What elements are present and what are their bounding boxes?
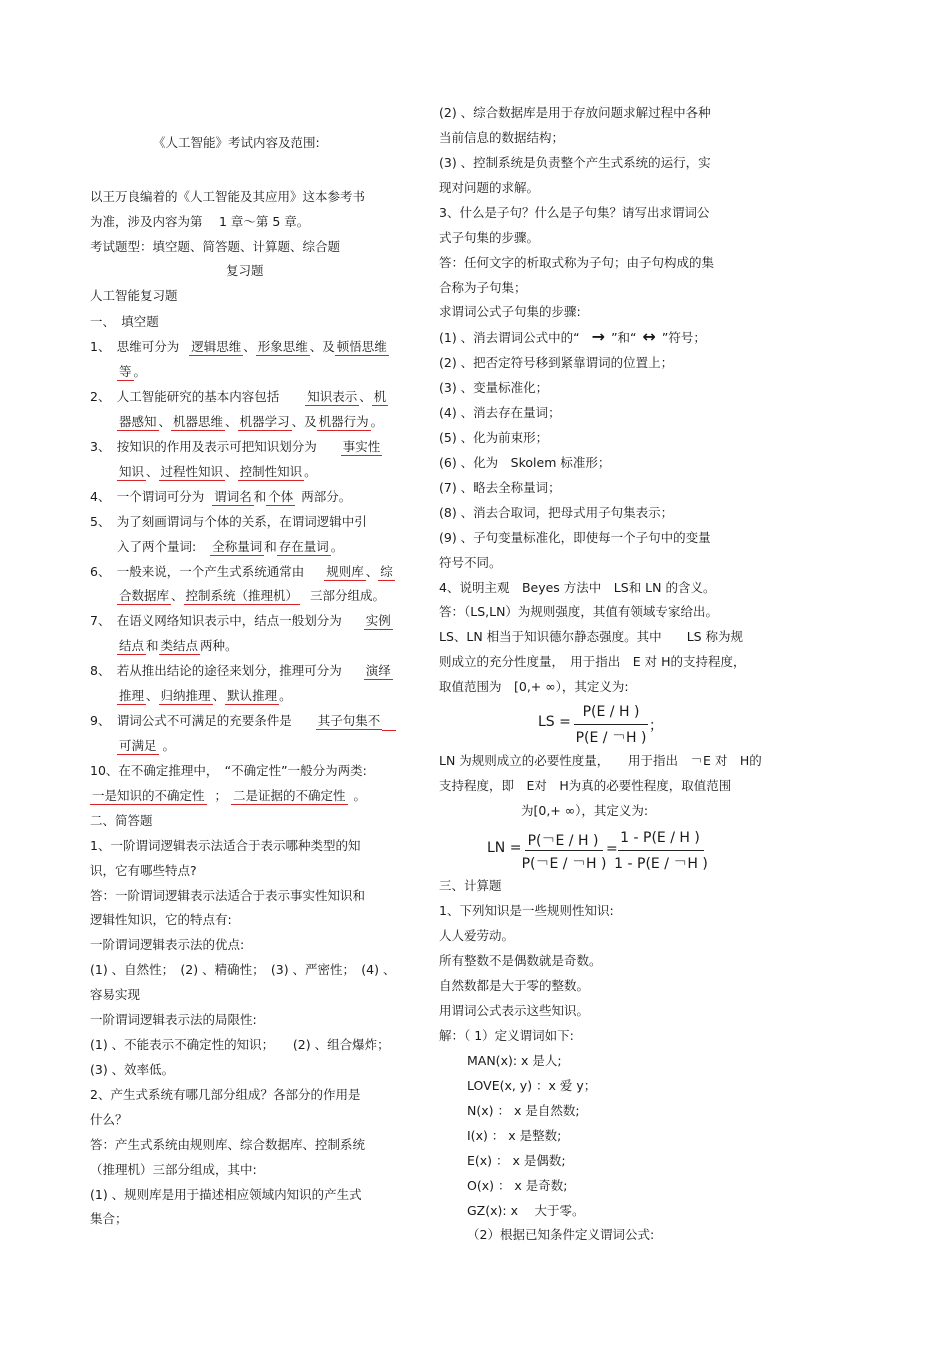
fill-q4-text: 4、 一个谓词可分为 xyxy=(90,489,205,504)
brief-q2-line1: 2、产生式系统有哪几部分组成？各部分的作用是 xyxy=(90,1087,361,1102)
fill-q8-end: 。 xyxy=(279,688,292,703)
brief-a4-line7: 为[0,+ ∞），其定义为: xyxy=(521,803,649,818)
fill-q1-blank-3-tail: 等 xyxy=(119,364,132,379)
fill-q3-line2 xyxy=(117,464,317,480)
fill-q3-blank-1-tail: 知识 xyxy=(119,464,145,479)
fill-q6-sep-2: 、 xyxy=(171,588,184,603)
fill-q7-blank-1-tail: 结点 xyxy=(119,638,145,653)
brief-q3-line1: 3、什么是子句？什么是子句集？请写出求谓词公 xyxy=(439,205,710,220)
brief-a4-line5: LN 为规则成立的必要性度量， 用于指出 ￢E 对 H的 xyxy=(439,753,762,768)
ls-formula-denominator: P(E / ￢H ) xyxy=(575,730,647,746)
fill-q3-blank-1: 事实性 xyxy=(342,439,381,454)
brief-q3-line2: 式子句集的步骤。 xyxy=(439,230,540,245)
fill-q7-line1 xyxy=(90,613,393,629)
brief-a2-line1: 答：产生式系统由规则库、综合数据库、控制系统 xyxy=(90,1137,366,1152)
step-5: (5) 、化为前束形； xyxy=(439,430,549,445)
predicate-def-4: I(x) ： x 是整数; xyxy=(467,1128,562,1143)
brief-a3-line1: 答：任何文字的析取式称为子句；由子句构成的集 xyxy=(439,255,715,270)
brief-a1-lim-line2: (3) 、效率低。 xyxy=(90,1062,175,1077)
fill-q10-blank-1: 一是知识的不确定性 xyxy=(92,788,205,803)
fill-q3-text: 3、 按知识的作用及表示可把知识划分为 xyxy=(90,439,317,454)
fill-q5-text: 入了两个量词: xyxy=(117,539,197,554)
step-6: (6) 、化为 Skolem 标准形； xyxy=(439,455,611,470)
ln-formula-denominator-2: 1 - P(E / ￢H ) xyxy=(614,856,708,872)
right-line-2: 当前信息的数据结构； xyxy=(439,130,565,145)
fill-q2-blank-1: 知识表示 xyxy=(307,389,358,404)
fill-q9-end: 。 xyxy=(162,738,176,753)
fill-q6-text: 6、 一般来说，一个产生式系统通常由 xyxy=(90,564,305,579)
fill-q6-sep-1: 、 xyxy=(365,564,379,579)
fill-q7-blank-1: 实例 xyxy=(365,613,391,628)
brief-q1-line2: 识，它有哪些特点? xyxy=(90,863,197,878)
calc-q1-knowledge-4: 用谓词公式表示这些知识。 xyxy=(439,1003,590,1018)
fill-q1-blank-1: 逻辑思维 xyxy=(191,339,242,354)
step-1-and: ”和“ xyxy=(611,330,637,345)
fill-q2-sep-4: 、及 xyxy=(291,414,317,429)
brief-a2-item1-line1: (1) 、规则库是用于描述相应领域内知识的产生式 xyxy=(90,1187,362,1202)
implies-arrow-icon: → xyxy=(591,327,606,346)
predicate-def-6: O(x) ： x 是奇数; xyxy=(467,1178,568,1193)
fill-q5-blank-1: 全称量词 xyxy=(212,539,263,554)
brief-q2-line2: 什么？ xyxy=(90,1112,128,1127)
step-1 xyxy=(439,329,706,346)
fill-q10-line1: 10、在不确定推理中， “不确定性”一般分为两类: xyxy=(90,763,367,778)
fill-q1-line2 xyxy=(117,364,146,380)
fill-q4-blank-1: 谓词名 xyxy=(214,489,252,504)
page-title: 《人工智能》考试内容及范围: xyxy=(153,135,320,150)
fill-q9-line1 xyxy=(90,713,396,731)
fill-q8-blank-2: 归纳推理 xyxy=(160,688,211,703)
right-line-1: (2) 、综合数据库是用于存放问题求解过程中各种 xyxy=(439,105,711,120)
fill-q5-line2 xyxy=(117,539,343,555)
fill-q5-sep-1: 和 xyxy=(264,539,277,554)
fill-q2-blank-2: 机 xyxy=(373,389,387,404)
fill-q7-text: 7、 在语义网络知识表示中，结点一般划分为 xyxy=(90,613,342,628)
step-9-line2: 符号不同。 xyxy=(439,555,502,570)
fill-q10-end: 。 xyxy=(353,788,367,803)
fill-q3-end: 。 xyxy=(304,464,317,479)
intro-line-2: 为准，涉及内容为第 1 章～第 5 章。 xyxy=(90,214,310,229)
fill-q1-line1 xyxy=(90,339,389,355)
fill-q1-end: 。 xyxy=(133,364,147,379)
fill-q6-blank-3: 控制系统（推理机） xyxy=(185,588,299,603)
predicate-def-2: LOVE(x, y) ：x 爱 y； xyxy=(467,1078,597,1093)
brief-a4-line3: 则成立的充分性度量， 用于指出 E 对 H的支持程度， xyxy=(439,654,746,669)
fill-q6-blank-2: 综 xyxy=(380,564,393,579)
fill-q7-end: 两种。 xyxy=(200,638,238,653)
brief-a3-steps-heading: 求谓词公式子句集的步骤: xyxy=(439,304,581,319)
ls-formula-lhs: LS = xyxy=(538,714,571,730)
ln-fraction-bar-2 xyxy=(618,850,704,851)
calc-q1-knowledge-1: 人人爱劳动。 xyxy=(439,928,515,943)
ln-formula-denominator-1: P(￢E / ￢H ) xyxy=(521,856,607,872)
fill-q7-line2 xyxy=(117,638,238,654)
brief-a2-line2: （推理机）三部分组成，其中: xyxy=(90,1162,257,1177)
brief-a1-adv-heading: 一阶谓词逻辑表示法的优点: xyxy=(90,937,245,952)
calc-heading: 三、计算题 xyxy=(439,878,502,893)
ls-formula-end: ； xyxy=(649,718,663,734)
ln-formula-lhs: LN = xyxy=(487,840,522,856)
fill-q8-sep-1: 、 xyxy=(146,688,159,703)
fill-q8-blank-3: 默认推理 xyxy=(227,688,278,703)
brief-a4-line2: LS、LN 相当于知识德尔静态强度。其中 LS 称为规 xyxy=(439,629,744,644)
fill-q1-blank-2: 形象思维 xyxy=(257,339,308,354)
fill-q2-blank-2-tail: 器感知 xyxy=(119,414,157,429)
fill-q2-blank-4: 机器学习 xyxy=(239,414,290,429)
fill-q8-sep-2: 、 xyxy=(212,688,226,703)
fill-q1-sep-2: 、及 xyxy=(309,339,335,354)
fill-q8-line1 xyxy=(90,663,393,679)
fill-q9-line2 xyxy=(117,738,175,754)
fill-q3-line1 xyxy=(90,439,382,455)
iff-arrow-icon: ↔ xyxy=(642,327,656,346)
brief-a4-line4: 取值范围为 [0,+ ∞），其定义为: xyxy=(439,679,629,694)
fill-q9-blank-1-tail: 可满足 xyxy=(119,738,157,753)
brief-a1-adv-line2: 容易实现 xyxy=(90,987,141,1002)
fill-q9-blank-1: 其子句集不 xyxy=(317,713,381,728)
fill-q6-blank-1: 规则库 xyxy=(326,564,364,579)
fill-q2-sep-3: 、 xyxy=(225,414,238,429)
fill-q2-sep-1: 、 xyxy=(359,389,372,404)
ln-formula-numerator-2: 1 - P(E / H ) xyxy=(620,830,700,846)
step-4: (4) 、消去存在量词； xyxy=(439,405,561,420)
fill-q8-blank-1: 演绎 xyxy=(365,663,391,678)
section-title: 人工智能复习题 xyxy=(90,288,178,303)
fill-q2-text: 2、 人工智能研究的基本内容包括 xyxy=(90,389,280,404)
fill-q8-blank-1-tail: 推理 xyxy=(119,688,145,703)
ln-formula-numerator-1: P(￢E / H ) xyxy=(527,833,599,849)
fill-q7-sep-1: 和 xyxy=(146,638,159,653)
fill-q2-blank-5: 机器行为 xyxy=(318,414,369,429)
step-9-line1: (9) 、子句变量标准化，即使每一个子句中的变量 xyxy=(439,530,711,545)
step-1-end: ”符号； xyxy=(661,330,706,345)
ls-formula-numerator: P(E / H ) xyxy=(582,704,640,720)
brief-q1-line1: 1、一阶谓词逻辑表示法适合于表示哪种类型的知 xyxy=(90,838,361,853)
fill-q5-end: 。 xyxy=(330,539,344,554)
fill-q2-end: 。 xyxy=(370,414,384,429)
predicate-def-5: E(x) ： x 是偶数; xyxy=(467,1153,566,1168)
calc-q1-solution: 解：（ 1）定义谓词如下: xyxy=(439,1028,574,1043)
calc-q1: 1、下列知识是一些规则性知识: xyxy=(439,903,614,918)
brief-heading: 二、简答题 xyxy=(90,813,153,828)
fill-q3-sep-1: 、 xyxy=(146,464,159,479)
brief-a1-lim-line1: (1) 、不能表示不确定性的知识； (2) 、组合爆炸； xyxy=(90,1037,390,1052)
fill-heading: 一、 填空题 xyxy=(90,314,159,329)
brief-q4: 4、说明主观 Beyes 方法中 LS和 LN 的含义。 xyxy=(439,580,716,595)
fill-q1-blank-3: 顿悟思维 xyxy=(336,339,387,354)
step-3: (3) 、变量标准化； xyxy=(439,380,549,395)
calc-q1-step2: （2）根据已知条件定义谓词公式: xyxy=(467,1227,655,1242)
fill-q9-text: 9、 谓词公式不可满足的充要条件是 xyxy=(90,713,292,728)
fill-q3-blank-2: 过程性知识 xyxy=(160,464,224,479)
fill-q4-blank-2: 个体 xyxy=(268,489,294,504)
calc-q1-knowledge-2: 所有整数不是偶数就是奇数。 xyxy=(439,953,602,968)
fill-q1-text: 1、 思维可分为 xyxy=(90,339,180,354)
fill-q8-line2 xyxy=(117,688,292,704)
fill-q6-line2 xyxy=(117,588,385,604)
ln-formula-equals: = xyxy=(606,841,618,857)
fill-q6-blank-2-tail: 合数据库 xyxy=(119,588,170,603)
right-line-3: (3) 、控制系统是负责整个产生式系统的运行，实 xyxy=(439,155,711,170)
review-heading: 复习题 xyxy=(226,263,264,278)
step-7: (7) 、略去全称量词； xyxy=(439,480,561,495)
fill-q10-sep-1: ； xyxy=(214,788,228,803)
fill-q8-text: 8、 若从推出结论的途径来划分，推理可分为 xyxy=(90,663,342,678)
brief-a2-item1-line2: 集合； xyxy=(90,1211,128,1226)
brief-a1-adv-line1: (1) 、自然性； (2) 、精确性； (3) 、严密性； (4) 、 xyxy=(90,962,396,977)
fill-q3-blank-3: 控制性知识 xyxy=(239,464,303,479)
brief-a1-line1: 答：一阶谓词逻辑表示法适合于表示事实性知识和 xyxy=(90,888,366,903)
fill-q4-sep-1: 和 xyxy=(253,489,267,504)
fill-q2-line2 xyxy=(117,414,383,430)
fill-q5-blank-2: 存在量词 xyxy=(278,539,329,554)
predicate-def-3: N(x) ： x 是自然数; xyxy=(467,1103,580,1118)
fill-q2-sep-2: 、 xyxy=(158,414,172,429)
fill-q2-line1 xyxy=(90,389,388,405)
brief-a3-line2: 合称为子句集； xyxy=(439,280,527,295)
step-8: (8) 、消去合取词，把母式用子句集表示； xyxy=(439,505,674,520)
fill-q1-sep-1: 、 xyxy=(243,339,256,354)
calc-q1-knowledge-3: 自然数都是大于零的整数。 xyxy=(439,978,590,993)
brief-a1-lim-heading: 一阶谓词逻辑表示法的局限性: xyxy=(90,1012,257,1027)
step-1-text: (1) 、消去谓词公式中的“ xyxy=(439,330,580,345)
step-2: (2) 、把否定符号移到紧靠谓词的位置上； xyxy=(439,355,674,370)
fill-q6-line1 xyxy=(90,564,395,580)
fill-q3-sep-2: 、 xyxy=(225,464,238,479)
ln-fraction-bar-1 xyxy=(525,850,603,851)
predicate-def-1: MAN(x): x 是人; xyxy=(467,1053,562,1068)
brief-a1-line2: 逻辑性知识，它的特点有: xyxy=(90,912,232,927)
fill-q5-line1: 5、 为了刻画谓词与个体的关系，在谓词逻辑中引 xyxy=(90,514,367,529)
brief-a4-line6: 支持程度，即 E对 H为真的必要性程度，取值范围 xyxy=(439,778,732,793)
fill-q4 xyxy=(90,489,351,505)
fill-q6-end: 三部分组成。 xyxy=(310,588,386,603)
fill-q4-end: 两部分。 xyxy=(301,489,352,504)
fill-q7-blank-2: 类结点 xyxy=(160,638,199,653)
ls-fraction-bar xyxy=(574,724,648,725)
right-line-4: 现对问题的求解。 xyxy=(439,180,540,195)
intro-line-1: 以王万良编着的《人工智能及其应用》这本参考书 xyxy=(90,189,366,204)
fill-q10-blank-2: 二是证据的不确定性 xyxy=(233,788,346,803)
fill-q10-line2 xyxy=(90,788,366,804)
brief-a4-line1: 答：（LS,LN）为规则强度，其值有领域专家给出。 xyxy=(439,604,718,619)
predicate-def-7: GZ(x): x 大于零。 xyxy=(467,1203,585,1218)
exam-types: 考试题型：填空题、简答题、计算题、综合题 xyxy=(90,239,341,254)
fill-q2-blank-3: 机器思维 xyxy=(173,414,224,429)
